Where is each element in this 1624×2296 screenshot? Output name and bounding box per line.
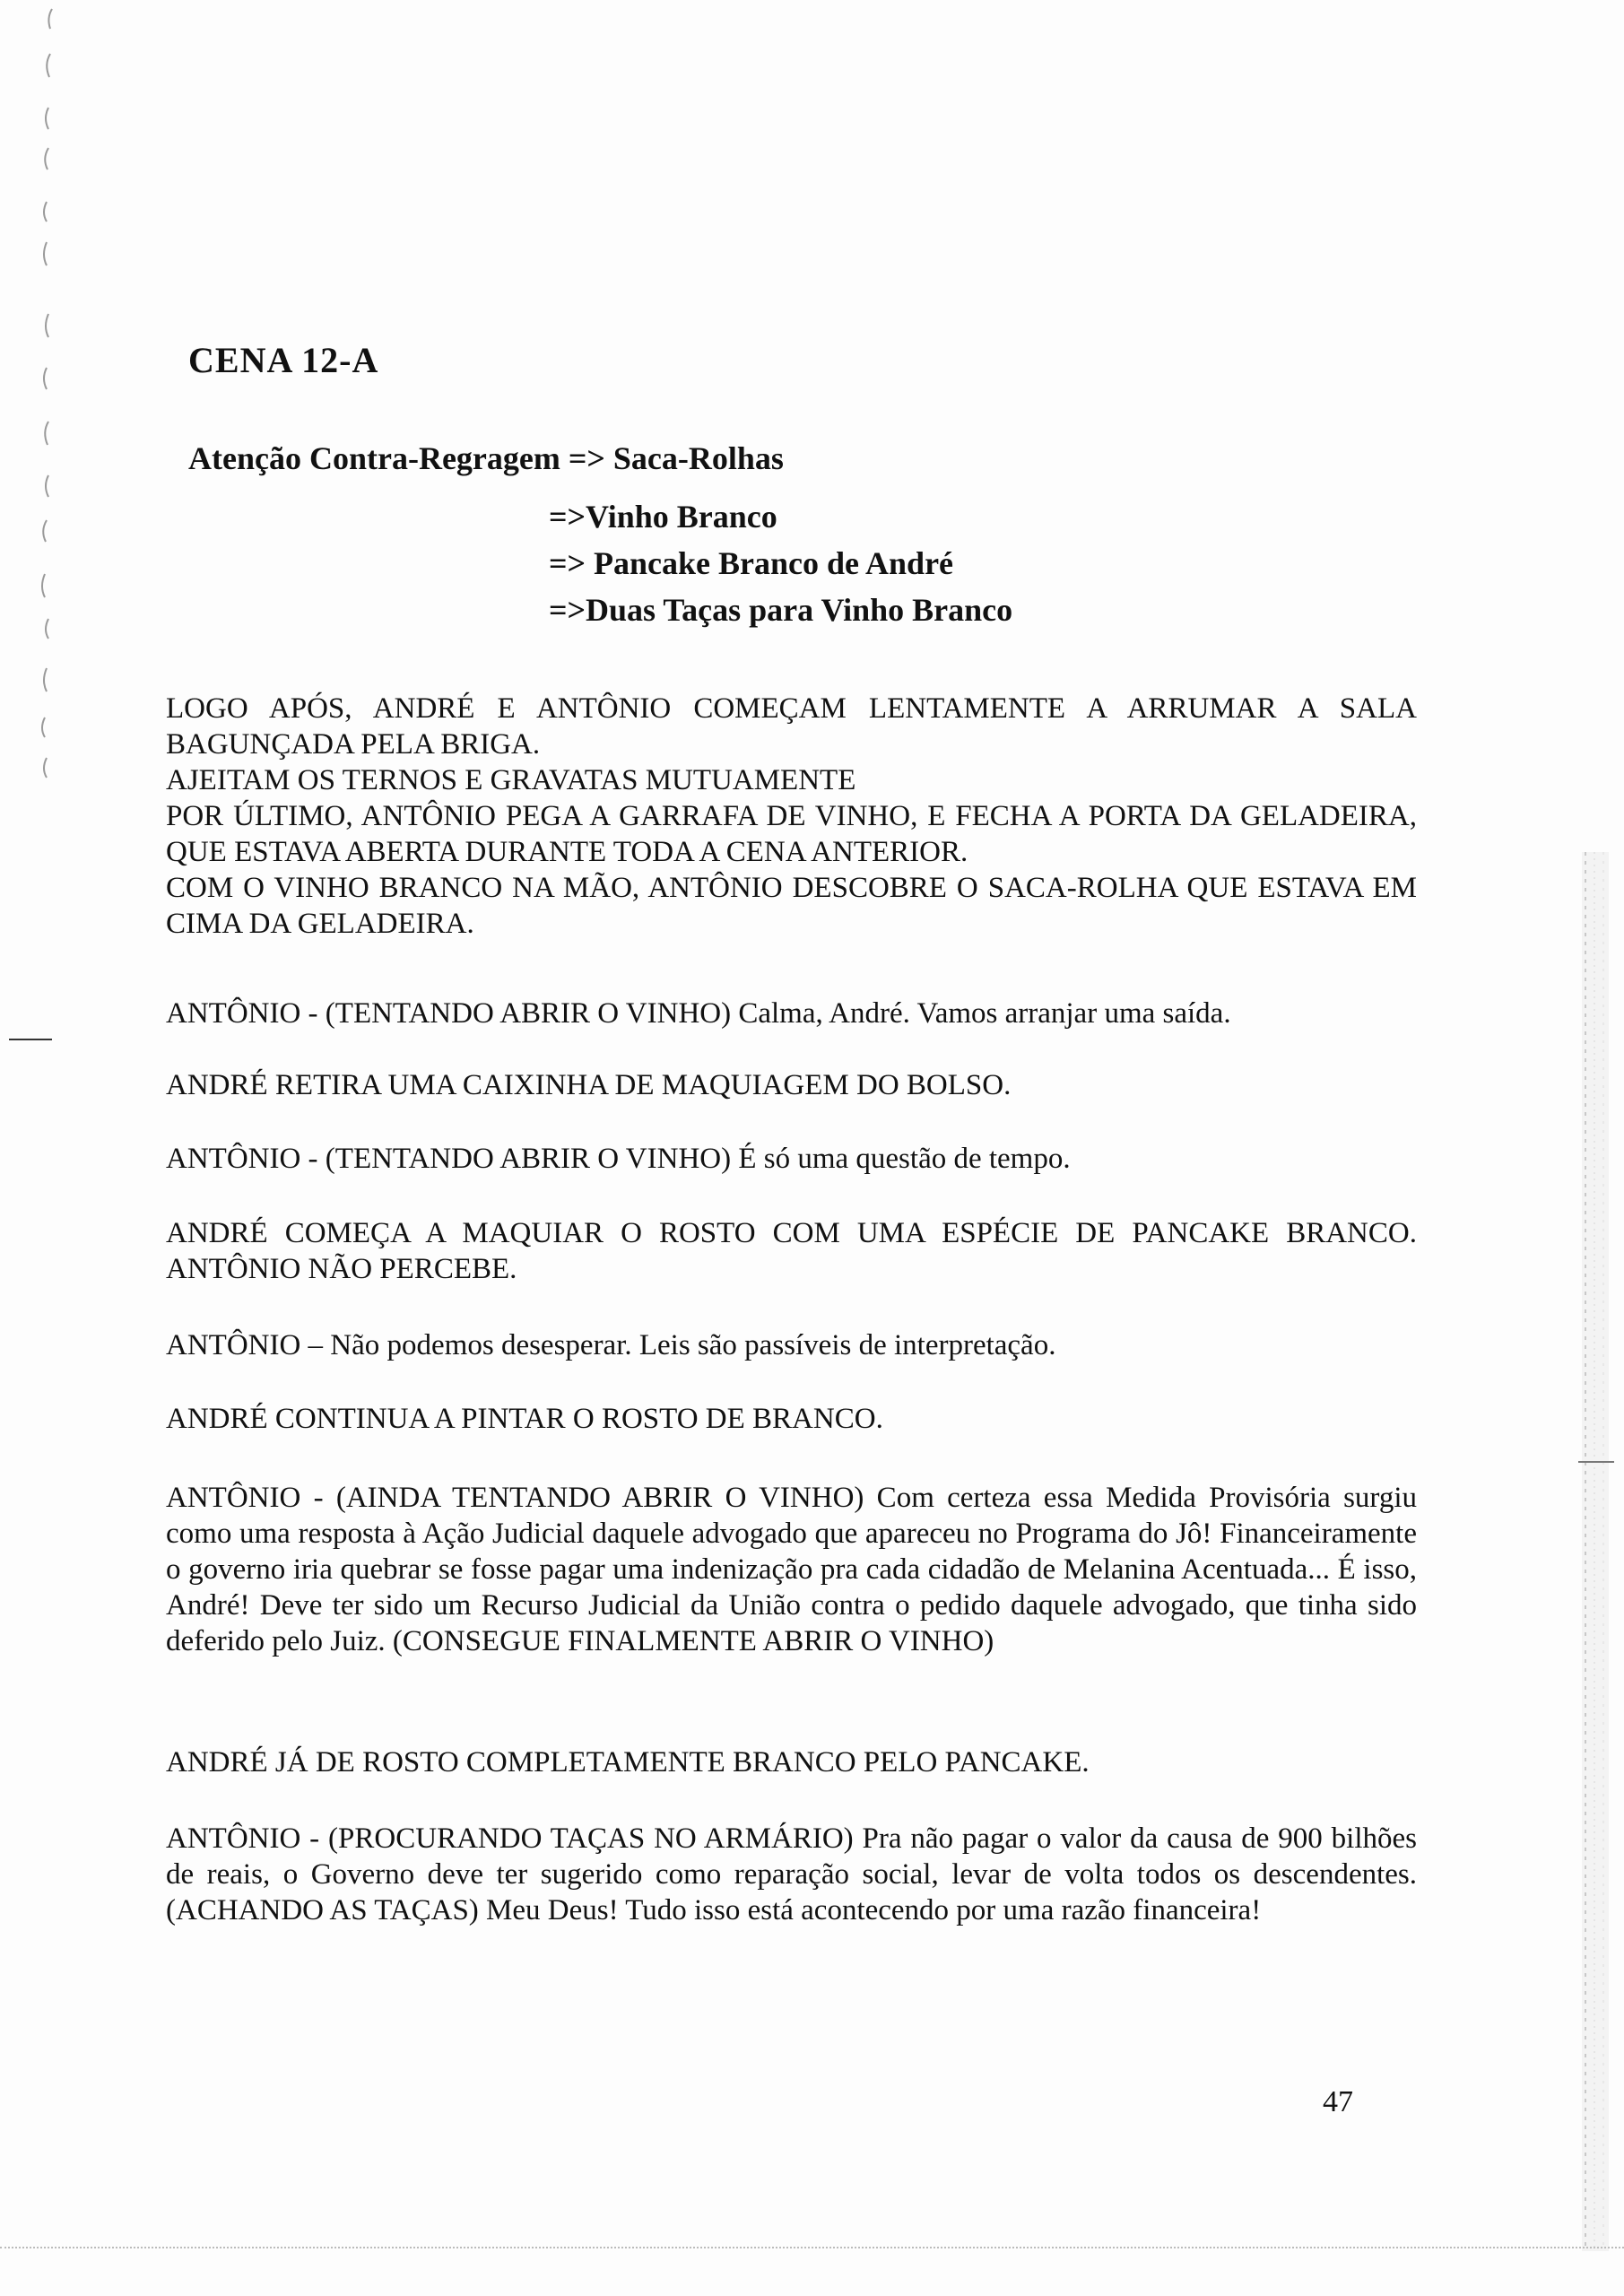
dialogue-line: ANTÔNIO – Não podemos desesperar. Leis são passíveis de interpretação.: [166, 1329, 1056, 1361]
scan-bottom-rule: [0, 2247, 1624, 2250]
stage-direction-line: ANDRÉ JÁ DE ROSTO COMPLETAMENTE BRANCO PELO PANCAKE.: [166, 1746, 1090, 1779]
stage-direction-line: ANDRÉ CONTINUA A PINTAR O ROSTO DE BRANCO.: [166, 1403, 883, 1435]
prop-item: => Pancake Branco de André: [549, 545, 954, 581]
stage-direction-paragraph: LOGO APÓS, ANDRÉ E ANTÔNIO COMEÇAM LENTAMENTE A ARRUMAR A SALA BAGUNÇADA PELA BRIGA. AJEITAM OS TERNOS E GRAVATAS MUTUAMENTE POR ÚLTIMO, ANTÔNIO PEGA A GARRAFA DE VINHO, E FECHA A PORTA DA GELADEIRA, QUE ESTAVA ABERTA DURANTE TODA A CENA ANTERIOR. COM O VINHO BRANCO NA MÃO, ANTÔNIO DESCOBRE O SACA-ROLHA QUE ESTAVA EM CIMA DA GELADEIRA.: [166, 692, 1417, 940]
dialogue-paragraph: ANTÔNIO - (AINDA TENTANDO ABRIR O VINHO) Com certeza essa Medida Provisória surgiu como uma resposta à Ação Judicial daquele advogado que apareceu no Programa do Jô! Financeiramente o governo iria quebrar se fosse pagar uma indenização pra cada cidadão de Melanina Acentuada... É isso, André! Deve ter sido um Recurso Judicial da União contra o pedido daquele advogado, que tinha sido deferido pelo Juiz. (CONSEGUE FINALMENTE ABRIR O VINHO): [166, 1482, 1417, 1657]
dialogue-line: ANTÔNIO - (TENTANDO ABRIR O VINHO) É só uma questão de tempo.: [166, 1143, 1071, 1175]
props-list: [549, 493, 1012, 633]
stage-direction-paragraph: ANDRÉ COMEÇA A MAQUIAR O ROSTO COM UMA ESPÉCIE DE PANCAKE BRANCO. ANTÔNIO NÃO PERCEBE.: [166, 1217, 1417, 1285]
prop-item: =>Duas Taças para Vinho Branco: [549, 592, 1013, 628]
scan-margin-marks: [36, 0, 63, 807]
prop-item: =>Vinho Branco: [549, 499, 777, 535]
dialogue-line: ANTÔNIO - (TENTANDO ABRIR O VINHO) Calma, André. Vamos arranjar uma saída.: [166, 997, 1231, 1030]
scene-heading: CENA 12-A: [188, 340, 379, 380]
props-header-line: Atenção Contra-Regragem => Saca-Rolhas: [188, 440, 784, 476]
scan-left-tick: [9, 1039, 52, 1040]
page-number: 47: [1323, 2085, 1353, 2118]
stage-direction-line: ANDRÉ RETIRA UMA CAIXINHA DE MAQUIAGEM DO BOLSO.: [166, 1069, 1012, 1101]
scan-right-edge: [1578, 852, 1614, 2251]
dialogue-paragraph: ANTÔNIO - (PROCURANDO TAÇAS NO ARMÁRIO) Pra não pagar o valor da causa de 900 bilhões de reais, o Governo deve ter sugerido como reparação social, levar de volta todos os descendentes. (ACHANDO AS TAÇAS) Meu Deus! Tudo isso está acontecendo por uma razão financeira!: [166, 1822, 1417, 1926]
